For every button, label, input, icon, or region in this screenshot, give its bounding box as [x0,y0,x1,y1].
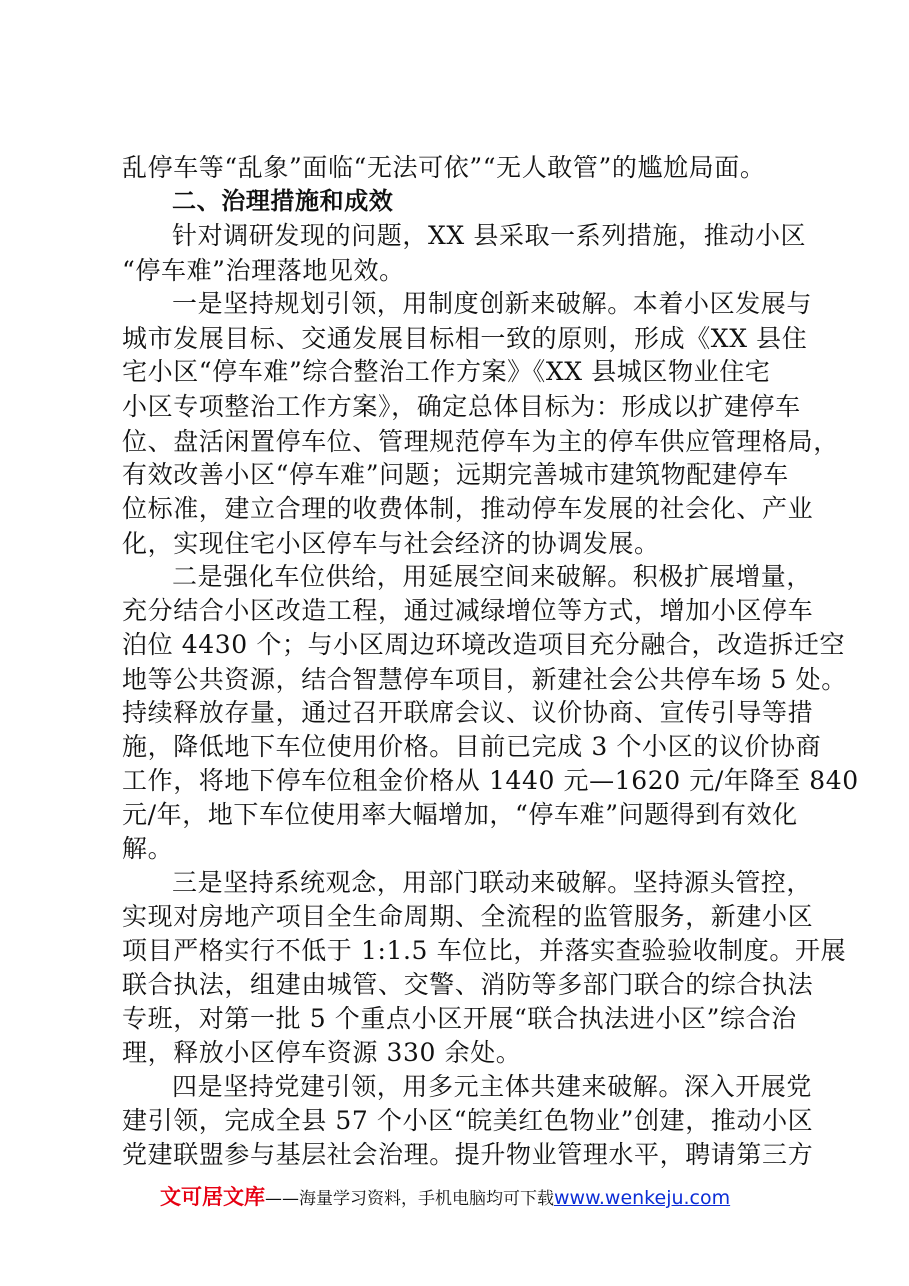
paragraph-line: 位标准，建立合理的收费体制，推动停车发展的社会化、产业 [122,494,814,523]
paragraph-line: 化，实现住宅小区停车与社会经济的协调发展。 [122,529,660,558]
paragraph-line: 元/年，地下车位使用率大幅增加，“停车难”问题得到有效化 [122,800,798,829]
paragraph-line: 建引领，完成全县 57 个小区“皖美红色物业”创建，推动小区 [122,1106,814,1135]
paragraph-line: 针对调研发现的问题，XX 县采取一系列措施，推动小区 [172,221,807,250]
paragraph-line: “停车难”治理落地见效。 [122,256,405,285]
paragraph-line: 二是强化车位供给，用延展空间来破解。积极扩展增量， [172,562,813,591]
paragraph-line: 持续释放存量，通过召开联席会议、议价协商、宣传引导等措 [122,698,814,727]
paragraph-line: 一是坚持规划引领，用制度创新来破解。本着小区发展与 [172,289,813,318]
paragraph-line: 解。 [122,834,174,863]
footer-url-link[interactable]: www.wenkeju.com [554,1187,731,1209]
section-heading: 二、治理措施和成效 [172,187,394,215]
paragraph-line: 工作，将地下停车位租金价格从 1440 元—1620 元/年降至 840 [122,766,859,795]
paragraph-line: 专班，对第一批 5 个重点小区开展“联合执法进小区”综合治 [122,1004,797,1033]
paragraph-line: 位、盘活闲置停车位、管理规范停车为主的停车供应管理格局， [122,427,839,456]
paragraph-line: 有效改善小区“停车难”问题；远期完善城市建筑物配建停车 [122,460,789,489]
paragraph-line: 小区专项整治工作方案》，确定总体目标为：形成以扩建停车 [122,392,801,421]
footer-brand: 文可居文库 [160,1185,265,1209]
paragraph-line: 理，释放小区停车资源 330 余处。 [122,1038,522,1067]
paragraph-line: 实现对房地产项目全生命周期、全流程的监管服务，新建小区 [122,902,814,931]
paragraph-line: 三是坚持系统观念，用部门联动来破解。坚持源头管控， [172,868,813,897]
paragraph-line: 地等公共资源，结合智慧停车项目，新建社会公共停车场 5 处。 [122,665,847,694]
paragraph-line: 项目严格实行不低于 1:1.5 车位比，并落实查验验收制度。开展 [122,936,847,965]
paragraph-line: 联合执法，组建由城管、交警、消防等多部门联合的综合执法 [122,970,814,999]
paragraph-line: 党建联盟参与基层社会治理。提升物业管理水平，聘请第三方 [122,1140,814,1169]
paragraph-line: 四是坚持党建引领，用多元主体共建来破解。深入开展党 [172,1072,813,1101]
paragraph-line: 乱停车等“乱象”面临“无法可依”“无人敢管”的尴尬局面。 [122,153,766,182]
footer-banner [160,1184,780,1210]
paragraph-line: 充分结合小区改造工程，通过减绿增位等方式，增加小区停车 [122,596,814,625]
paragraph-line: 城市发展目标、交通发展目标相一致的原则，形成《XX 县住 [122,324,808,353]
paragraph-line: 施，降低地下车位使用价格。目前已完成 3 个小区的议价协商 [122,732,822,761]
footer-slogan: ——海量学习资料，手机电脑均可下载 [265,1189,554,1209]
paragraph-line: 宅小区“停车难”综合整治工作方案》《XX 县城区物业住宅 [122,357,771,386]
paragraph-line: 泊位 4430 个；与小区周边环境改造项目充分融合，改造拆迁空 [122,630,846,659]
